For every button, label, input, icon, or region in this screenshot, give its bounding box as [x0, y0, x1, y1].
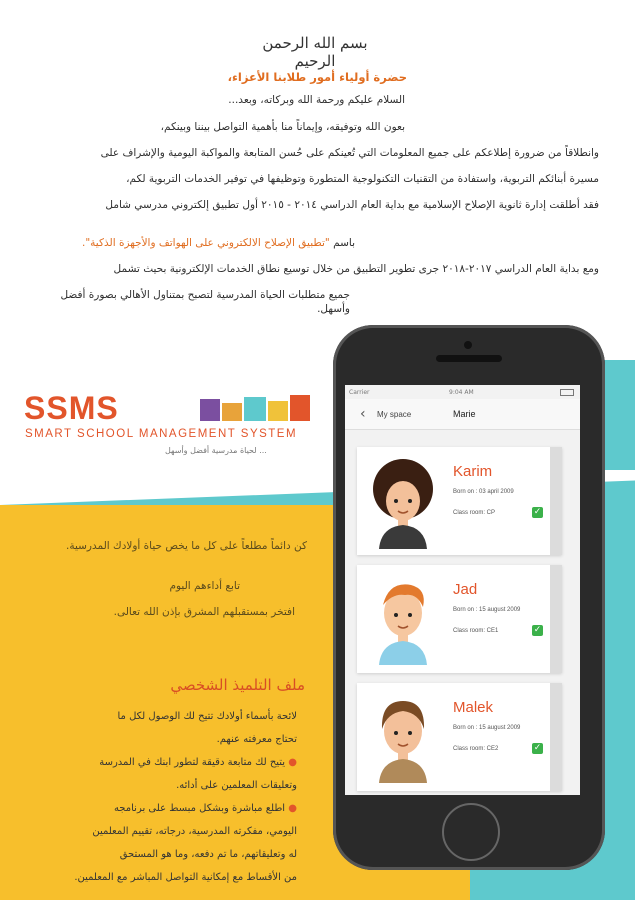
camera-icon [464, 341, 472, 349]
student-avatar-karim [371, 457, 435, 549]
student-card[interactable] [357, 565, 562, 673]
student-class: Class room: CP [453, 510, 496, 516]
student-name: Malek [453, 699, 494, 716]
description-line-5-text: اطلع مباشرة وبشكل مبسط على برنامجه [113, 803, 286, 814]
description-line-6: اليومي، مفكرته المدرسية، درجاته، تقييم المعلمين [92, 826, 297, 837]
description-line-7: له وتعليقاتهم، ما تم دفعه، وما هو المستحق [119, 849, 297, 860]
promo-line-1: كن دائماً مطلعاً على كل ما يخص حياة أولادك المدرسية. [66, 540, 307, 552]
back-button[interactable]: My space [377, 410, 412, 419]
letter-line-7: ومع بداية العام الدراسي ٢٠١٧-٢٠١٨ جرى تطوير التطبيق من خلال توسيع نطاق الخدمات الإلكترونية بحيث تشمل [113, 263, 599, 275]
blackboard-icon [268, 401, 288, 421]
promo-line-2: تابع أداءهم اليوم [169, 580, 240, 592]
student-class: Class room: CE2 [453, 746, 499, 752]
student-name: Karim [453, 463, 493, 480]
description-line-3-text: يتيح لك متابعة دقيقة لتطور ابنك في المدرسة [99, 757, 286, 768]
letter-line-3: وانطلاقاً من ضرورة إطلاعكم على جميع المعلومات التي تُعينكم على حُسن المتابعة والمواكبة اليومية والإشراف على [100, 147, 599, 159]
ssms-logo-title: SSMS [24, 390, 119, 426]
basmala-calligraphy: بسم الله الرحمن الرحيم [262, 34, 368, 70]
student-birthdate: Born on : 03 april 2009 [453, 489, 514, 495]
student-class: Class room: CE1 [453, 628, 499, 634]
children-icon [222, 403, 242, 421]
student-profile-description [57, 705, 297, 889]
letter-line-6-prefix: باسم [329, 237, 355, 249]
letter-line-6 [35, 236, 355, 250]
ssms-logo-subtitle: SMART SCHOOL MANAGEMENT SYSTEM [25, 428, 298, 440]
student-birthdate: Born on : 15 august 2009 [453, 725, 521, 731]
status-bar [345, 385, 580, 399]
back-chevron-icon[interactable]: ‹ [360, 406, 366, 422]
description-line-4: وتعليقات المعلمين على أدائه. [176, 780, 297, 791]
card-edge [550, 683, 562, 791]
school-building-icon [200, 399, 220, 421]
student-icon [290, 395, 310, 421]
clock: 9:04 AM [449, 389, 474, 396]
letter-line-4: مسيرة أبنائكم التربوية، واستفادة من التقنيات التكنولوجية المتطورة وتوظيفها في توفير الخدمات التربوية لكم، [126, 173, 599, 185]
bullet-icon: ● [285, 757, 297, 768]
description-line-5 [57, 797, 297, 820]
nav-bar [345, 399, 580, 430]
description-line-3 [57, 751, 297, 774]
speaker-grille [436, 355, 502, 362]
carrier-label: Carrier [349, 389, 370, 396]
home-button[interactable] [442, 803, 500, 861]
check-icon[interactable]: ✓ [533, 743, 542, 753]
school-icons-logo [200, 395, 310, 421]
card-edge [550, 565, 562, 673]
app-screen [345, 385, 580, 795]
letter-line-8: جميع متطلبات الحياة المدرسية لتصبح بمتناول الأهالي بصورة أفضل وأسهل. [60, 289, 350, 315]
student-profile-heading: ملف التلميذ الشخصي [170, 676, 305, 694]
student-avatar-jad [371, 573, 435, 665]
card-edge [550, 447, 562, 555]
battery-icon [560, 389, 574, 396]
app-name-highlight: "تطبيق الإصلاح الالكتروني على الهواتف والأجهزة الذكية". [82, 237, 330, 249]
student-card[interactable] [357, 683, 562, 791]
letter-line-2: بعون الله وتوفيقه، وإيماناً منا بأهمية التواصل بيننا وبينكم، [160, 121, 405, 133]
student-birthdate: Born on : 15 august 2009 [453, 607, 521, 613]
student-avatar-malek [371, 691, 435, 783]
bullet-icon: ● [285, 803, 297, 814]
greeting-title: حضرة أولياء أمور طلابنا الأعزاء، [227, 70, 407, 84]
check-icon[interactable]: ✓ [533, 507, 542, 517]
letter-line-1: السلام عليكم ورحمة الله وبركاته، وبعد... [228, 94, 405, 106]
nav-title: Marie [453, 409, 476, 419]
description-line-2: تحتاج معرفته عنهم. [216, 734, 297, 745]
promo-line-3: افتخر بمستقبلهم المشرق بإذن الله تعالى. [113, 606, 295, 618]
student-card[interactable] [357, 447, 562, 555]
description-line-8: من الأقساط مع إمكانية التواصل المباشر مع المعلمين. [74, 872, 297, 883]
student-name: Jad [453, 581, 478, 598]
ssms-tagline: ... لحياة مدرسية أفضل وأسهل [165, 446, 267, 455]
description-line-1: لائحة بأسماء أولادك تتيح لك الوصول لكل ما [117, 711, 297, 722]
letter-line-5: فقد أطلقت إدارة ثانوية الإصلاح الإسلامية مع بداية العام الدراسي ٢٠١٤ - ٢٠١٥ أول تطبيق إلكتروني مدرسي شامل [105, 199, 599, 211]
people-icon [244, 397, 266, 421]
check-icon[interactable]: ✓ [533, 625, 542, 635]
